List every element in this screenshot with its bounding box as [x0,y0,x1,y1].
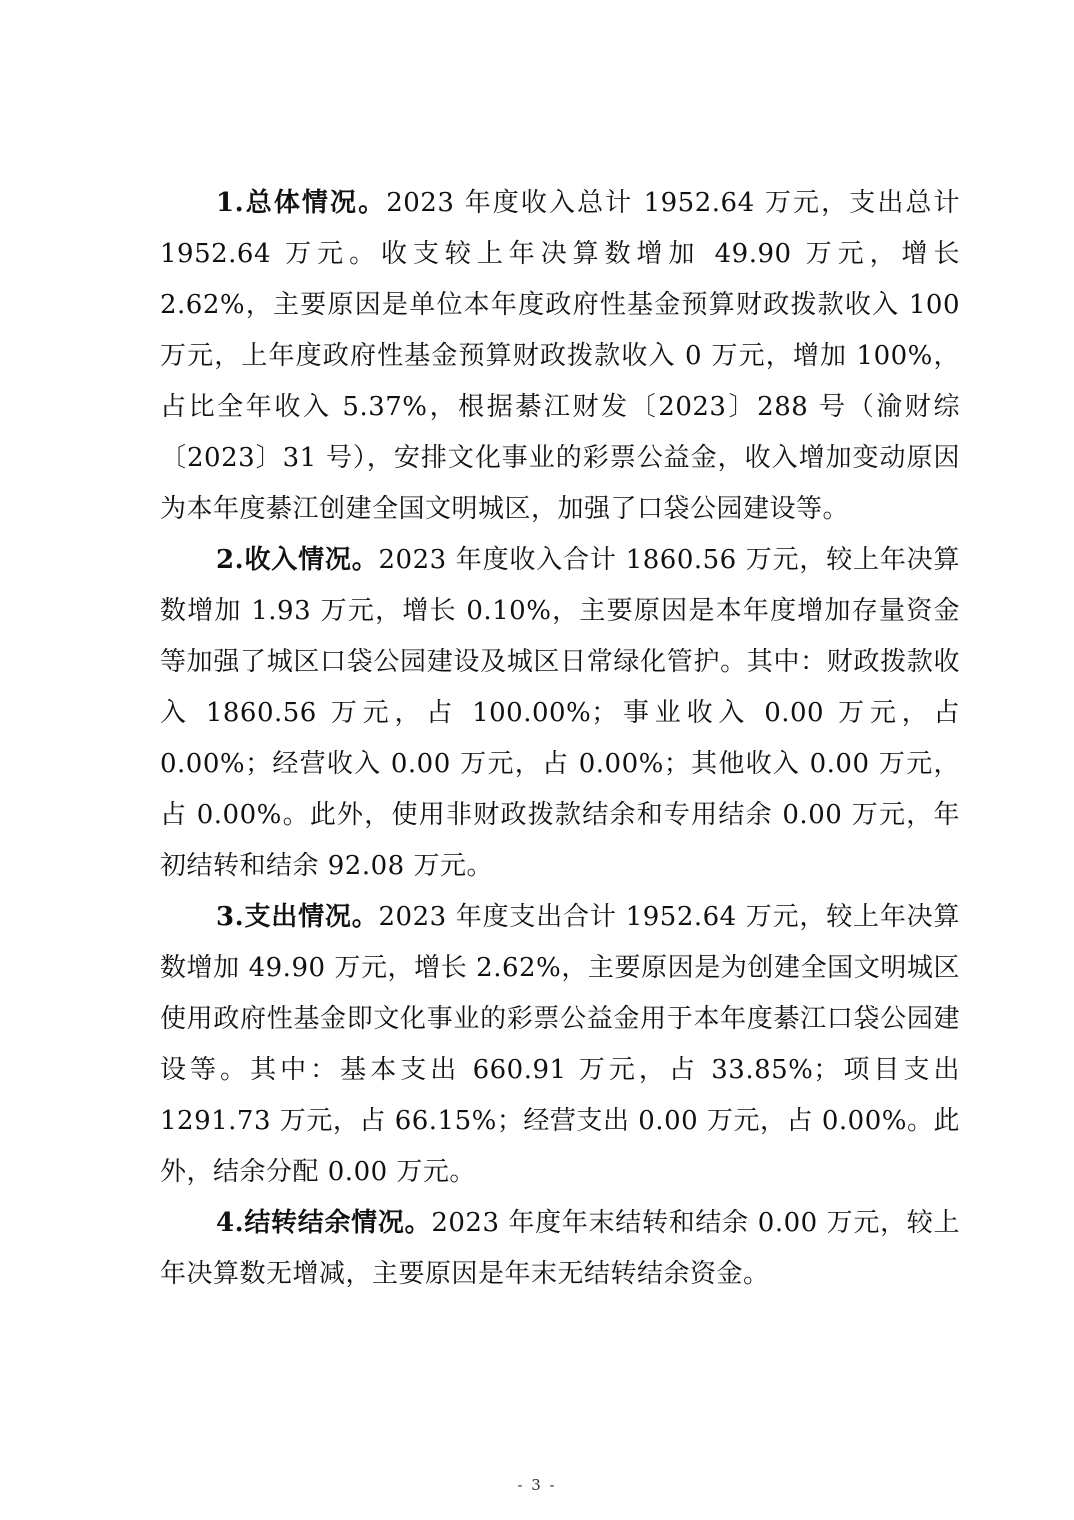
section-balance [160,1198,960,1300]
section-text: 2023 年度年末结转和结余 0.00 万元，较上年决算数无增减，主要原因是年末无结转结余资金。 [160,1208,960,1289]
section-heading: 2.收入情况。 [216,545,379,575]
section-heading: 3.支出情况。 [216,902,379,932]
section-text: 2023 年度收入总计 1952.64 万元，支出总计 1952.64 万元。收支较上年决算数增加 49.90 万元，增长 2.62%，主要原因是单位本年度政府性基金预算财政拨款收入 100 万元，上年度政府性基金预算财政拨款收入 0 万元，增加 100%，占比全年收入 5.37%，根据綦江财发〔2023〕288 号（渝财综〔2023〕31 号），安排文化事业的彩票公益金，收入增加变动原因为本年度綦江创建全国文明城区，加强了口袋公园建设等。 [160,188,960,524]
section-text: 2023 年度支出合计 1952.64 万元，较上年决算数增加 49.90 万元，增长 2.62%，主要原因是为创建全国文明城区使用政府性基金即文化事业的彩票公益金用于本年度綦江口袋公园建设等。其中：基本支出 660.91 万元，占 33.85%；项目支出 1291.73 万元，占 66.15%；经营支出 0.00 万元，占 0.00%。此外，结余分配 0.00 万元。 [160,902,960,1187]
section-income [160,535,960,892]
section-heading: 1.总体情况。 [216,188,387,218]
section-heading: 4.结转结余情况。 [216,1208,432,1238]
section-text: 2023 年度收入合计 1860.56 万元，较上年决算数增加 1.93 万元，增长 0.10%，主要原因是本年度增加存量资金等加强了城区口袋公园建设及城区日常绿化管护。其中：财政拨款收入 1860.56 万元，占 100.00%；事业收入 0.00 万元，占 0.00%；经营收入 0.00 万元，占 0.00%；其他收入 0.00 万元，占 0.00%。此外，使用非财政拨款结余和专用结余 0.00 万元，年初结转和结余 92.08 万元。 [160,545,960,881]
section-overall [160,178,960,535]
section-expenditure [160,892,960,1198]
page-number: - 3 - [517,1476,557,1494]
document-body [160,178,960,1300]
